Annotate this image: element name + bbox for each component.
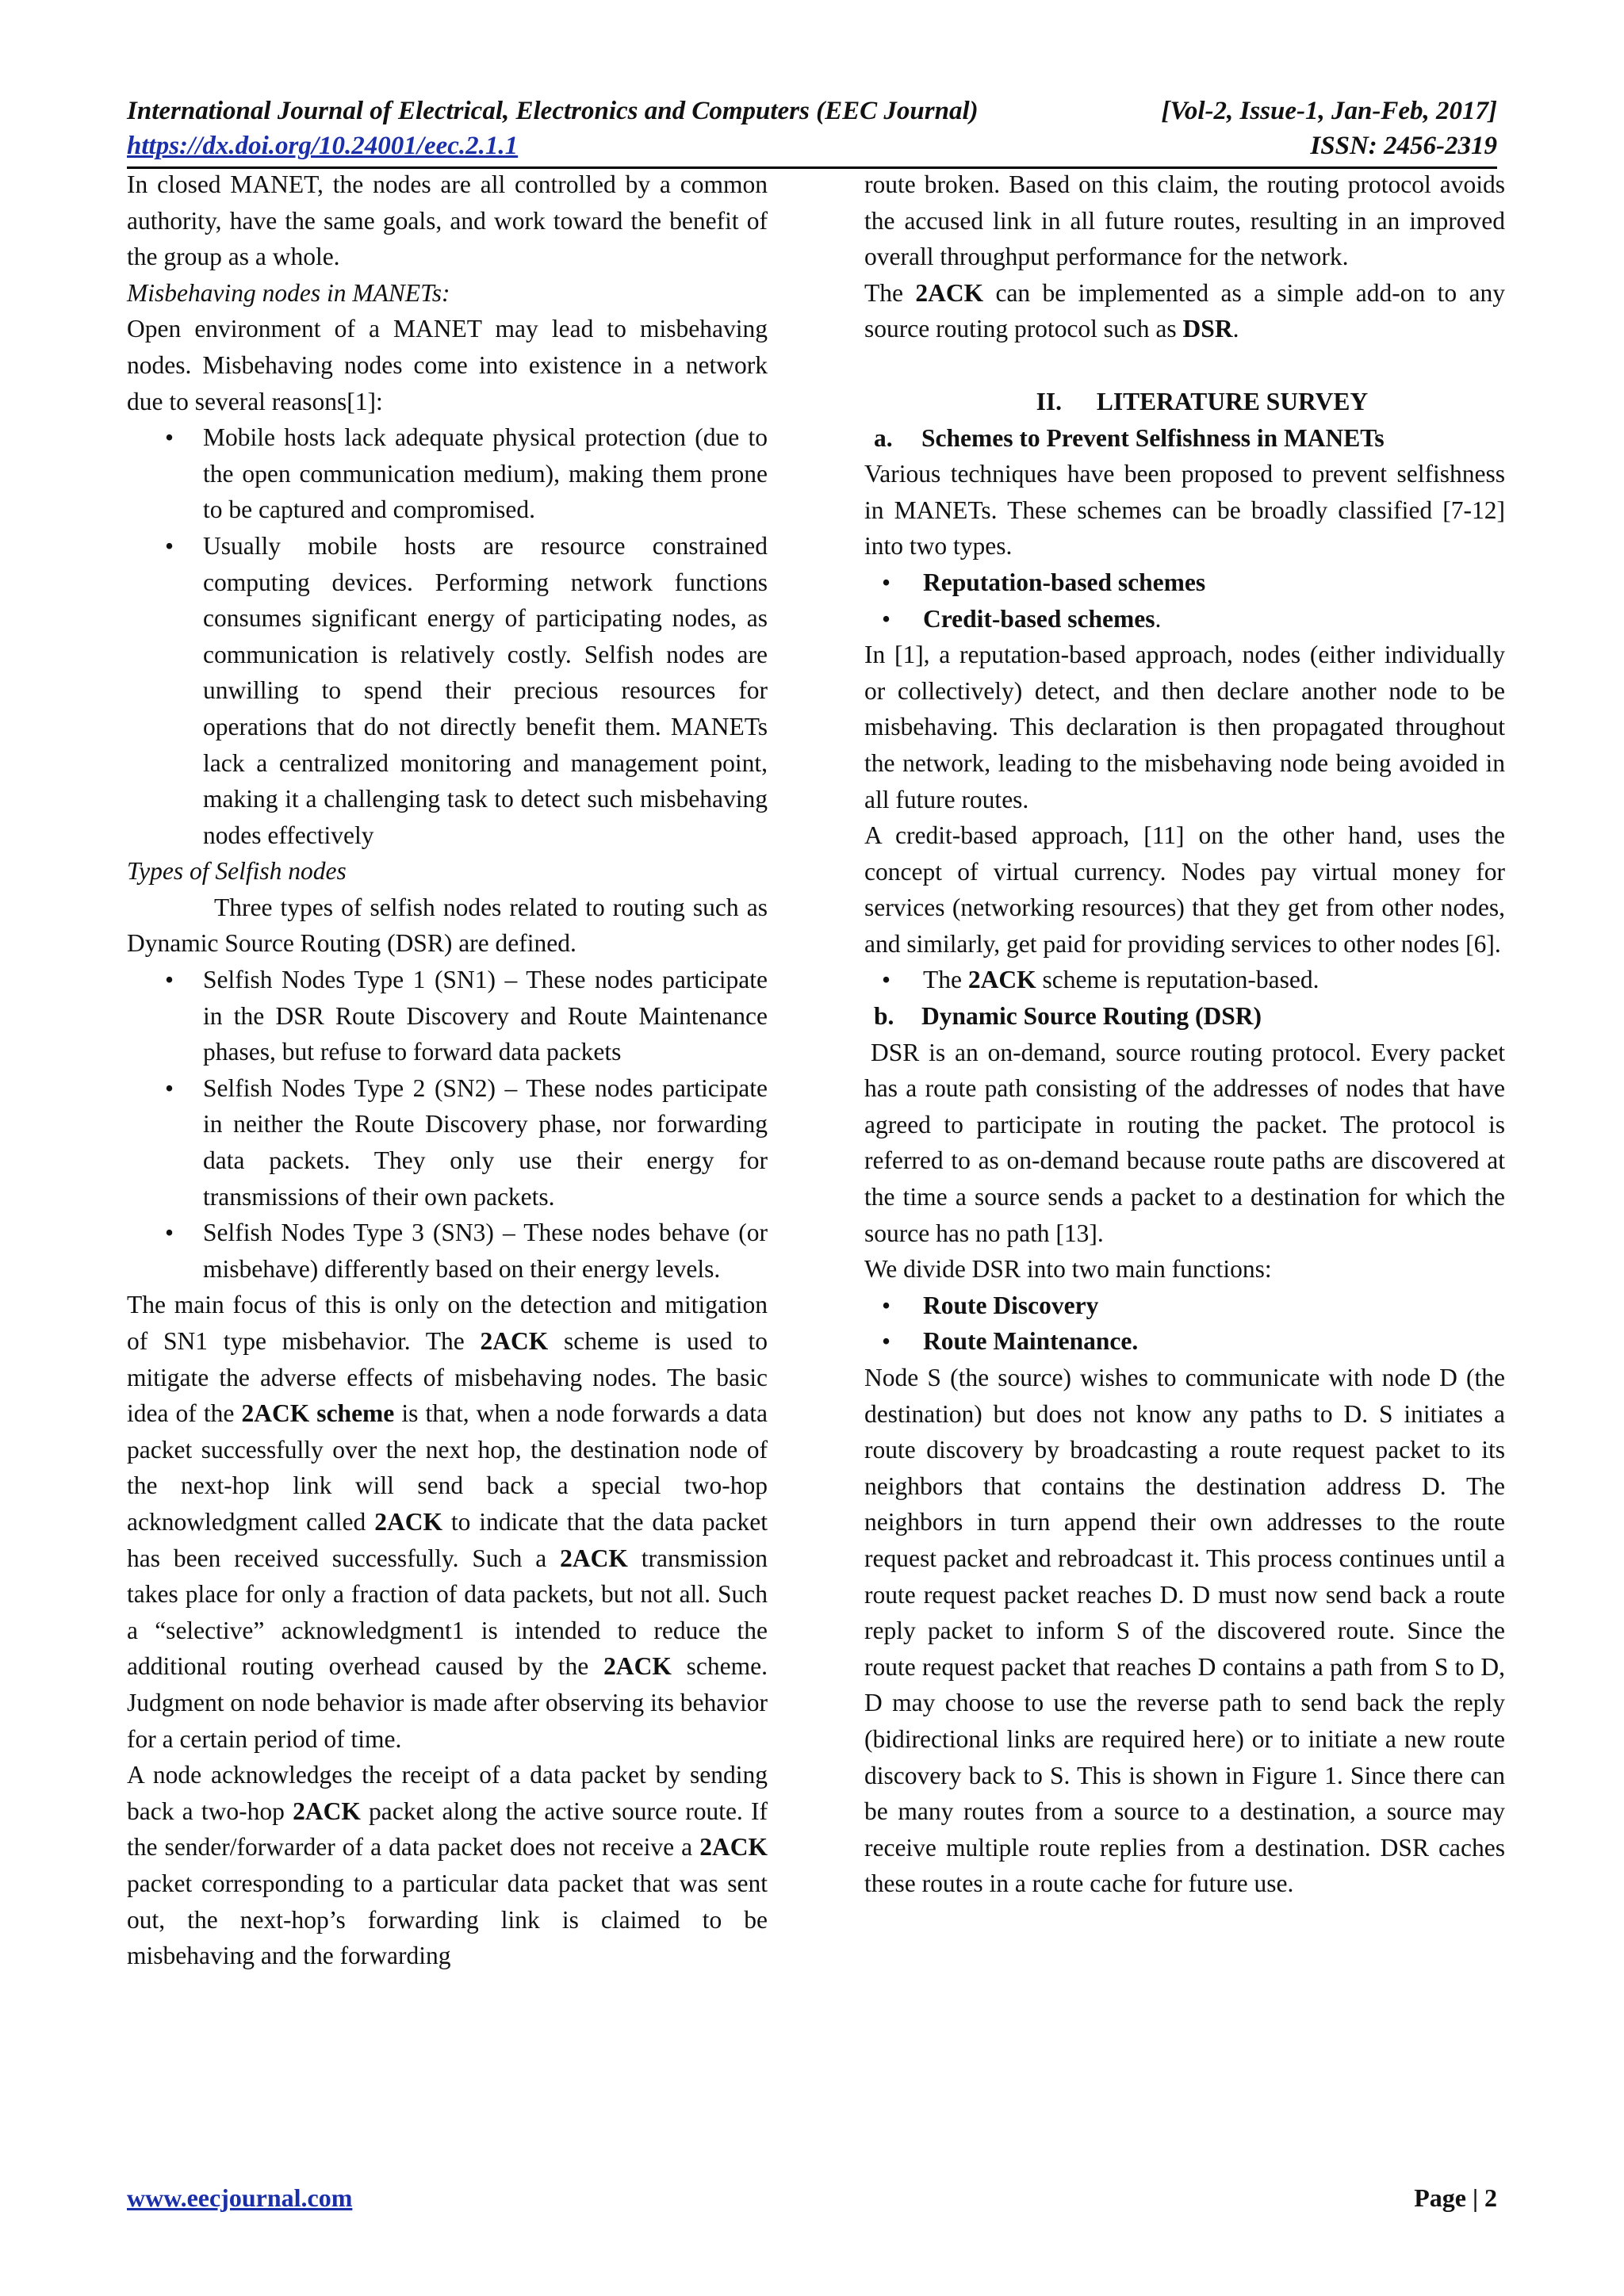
list-item: • Selfish Nodes Type 3 (SN3) – These nodes behave (or misbehave) differently based on their energy levels. bbox=[127, 1215, 768, 1287]
header-row-1 bbox=[127, 94, 1497, 128]
list-item: • Selfish Nodes Type 1 (SN1) – These nodes participate in the DSR Route Discovery and Route Maintenance phases, but refuse to forward data packets bbox=[127, 962, 768, 1070]
subheading-selfish-types: Types of Selfish nodes bbox=[127, 857, 347, 886]
list-item: • The 2ACK scheme is reputation-based. bbox=[864, 962, 1505, 998]
bullet-list bbox=[127, 962, 768, 1287]
list-item: • Mobile hosts lack adequate physical protection (due to the open communication medium), making them prone to be captured and compromised. bbox=[127, 419, 768, 528]
volume-info: [Vol-2, Issue-1, Jan-Feb, 2017] bbox=[1161, 97, 1497, 125]
right-column bbox=[864, 166, 1505, 1902]
bullet-list bbox=[864, 962, 1505, 998]
paragraph: DSR is an on-demand, source routing protocol. Every packet has a route path consisting of the addresses of nodes that have agreed to participate in routing the packet. The protocol is referred to as on-demand because route paths are discovered at the time a source sends a packet to a destination for which the source has no path [13]. bbox=[864, 1038, 1505, 1247]
subheading-misbehaving: Misbehaving nodes in MANETs: bbox=[127, 278, 450, 307]
bullet-list bbox=[864, 1288, 1505, 1360]
page-number: Page | 2 bbox=[1414, 2183, 1497, 2212]
paragraph: In closed MANET, the nodes are all controlled by a common authority, have the same goals, and work toward the benefit of the group as a whole. bbox=[127, 170, 768, 271]
paragraph: The main focus of this is only on the detection and mitigation of SN1 type misbehavior. The 2ACK scheme is used to mitigate the adverse effects of misbehaving nodes. The basic idea of the 2ACK scheme is that, when a node forwards a data packet successfully over the next hop, the destination node of the next-hop link will send back a special two-hop acknowledgment called 2ACK to indicate that the data packet has been received successfully. Such a 2ACK transmission takes place for only a fraction of data packets, but not all. Such a “selective” acknowledgment1 is intended to reduce the additional routing overhead caused by the 2ACK scheme. Judgment on node behavior is made after observing its behavior for a certain period of time. bbox=[127, 1291, 768, 1753]
list-item: • Reputation-based schemes bbox=[864, 564, 1505, 601]
paragraph: The 2ACK can be implemented as a simple add-on to any source routing protocol such as DSR. bbox=[864, 278, 1505, 343]
subsection-heading-b: b. Dynamic Source Routing (DSR) bbox=[874, 1002, 1262, 1031]
paragraph: Node S (the source) wishes to communicate with node D (the destination) but does not know any paths to D. S initiates a route discovery by broadcasting a route request packet to its neighbors that contains the destination address D. The neighbors in turn append their own addresses to the route request packet and rebroadcast it. This process continues until a route request packet reaches D. D must now send back a route reply packet to inform S of the discovered route. Since the route request packet that reaches D contains a path from S to D, D may choose to use the reverse path to send back the reply (bidirectional links are required here) or to initiate a new route discovery back to S. This is shown in Figure 1. Since there can be many routes from a source to a destination, a source may receive multiple route replies from a destination. DSR caches these routes in a route cache for future use. bbox=[864, 1364, 1505, 1898]
paragraph: In [1], a reputation-based approach, nodes (either individually or collectively) detect, and then declare another node to be misbehaving. This declaration is then propagated throughout the network, leading to the misbehaving node being avoided in all future routes. bbox=[864, 641, 1505, 813]
list-item: • Usually mobile hosts are resource constrained computing devices. Performing network functions consumes significant energy of participating nodes, as communication is relatively costly. Selfish nodes are unwilling to spend their precious resources for operations that do not directly benefit them. MANETs lack a centralized monitoring and management point, making it a challenging task to detect such misbehaving nodes effectively bbox=[127, 528, 768, 853]
page-footer bbox=[127, 2183, 1497, 2213]
paragraph: A node acknowledges the receipt of a data packet by sending back a two-hop 2ACK packet along the active source route. If the sender/forwarder of a data packet does not receive a 2ACK packet corresponding to a particular data packet that was sent out, the next-hop’s forwarding link is claimed to be misbehaving and the forwarding bbox=[127, 1761, 768, 1970]
subsection-heading-a: a. Schemes to Prevent Selfishness in MANETs bbox=[874, 423, 1385, 452]
bullet-icon: • bbox=[882, 1291, 891, 1319]
paragraph: route broken. Based on this claim, the routing protocol avoids the accused link in all future routes, resulting in an improved overall throughput performance for the network. bbox=[864, 170, 1505, 271]
bullet-icon: • bbox=[882, 1327, 891, 1356]
bullet-icon: • bbox=[165, 1073, 174, 1102]
list-item: • Route Maintenance. bbox=[864, 1323, 1505, 1360]
bullet-icon: • bbox=[165, 966, 174, 994]
bullet-icon: • bbox=[882, 604, 891, 633]
bullet-list bbox=[864, 564, 1505, 637]
bullet-icon: • bbox=[165, 1219, 174, 1247]
issn: ISSN: 2456-2319 bbox=[1310, 132, 1497, 160]
website-link[interactable]: www.eecjournal.com bbox=[127, 2183, 353, 2212]
page-header bbox=[127, 94, 1497, 169]
list-item: • Selfish Nodes Type 2 (SN2) – These nodes participate in neither the Route Discovery phase, nor forwarding data packets. They only use their energy for transmissions of their own packets. bbox=[127, 1070, 768, 1215]
doi-link[interactable]: https://dx.doi.org/10.24001/eec.2.1.1 bbox=[127, 132, 519, 160]
bullet-icon: • bbox=[882, 966, 891, 994]
list-item: • Route Discovery bbox=[864, 1288, 1505, 1324]
paragraph: Various techniques have been proposed to prevent selfishness in MANETs. These schemes can be broadly classified [7-12] into two types. bbox=[864, 460, 1505, 561]
left-column bbox=[127, 166, 768, 1974]
section-heading: II. LITERATURE SURVEY bbox=[1036, 387, 1369, 415]
paragraph: Three types of selfish nodes related to routing such as Dynamic Source Routing (DSR) are defined. bbox=[127, 893, 768, 958]
bullet-list bbox=[127, 419, 768, 853]
bullet-icon: • bbox=[165, 423, 174, 452]
journal-title: International Journal of Electrical, Electronics and Computers (EEC Journal) bbox=[127, 97, 979, 125]
bullet-icon: • bbox=[882, 568, 891, 596]
list-item: • Credit-based schemes. bbox=[864, 601, 1505, 637]
header-row-2 bbox=[127, 128, 1497, 163]
bullet-icon: • bbox=[165, 531, 174, 560]
paragraph: A credit-based approach, [11] on the other hand, uses the concept of virtual currency. Nodes pay virtual money for services (networking resources) that they get from other nodes, and similarly, get paid for providing services to other nodes [6]. bbox=[864, 821, 1505, 958]
paragraph: Open environment of a MANET may lead to misbehaving nodes. Misbehaving nodes come into existence in a network due to several reasons[1]: bbox=[127, 315, 768, 415]
paragraph: We divide DSR into two main functions: bbox=[864, 1255, 1272, 1284]
spacer bbox=[864, 347, 1505, 384]
